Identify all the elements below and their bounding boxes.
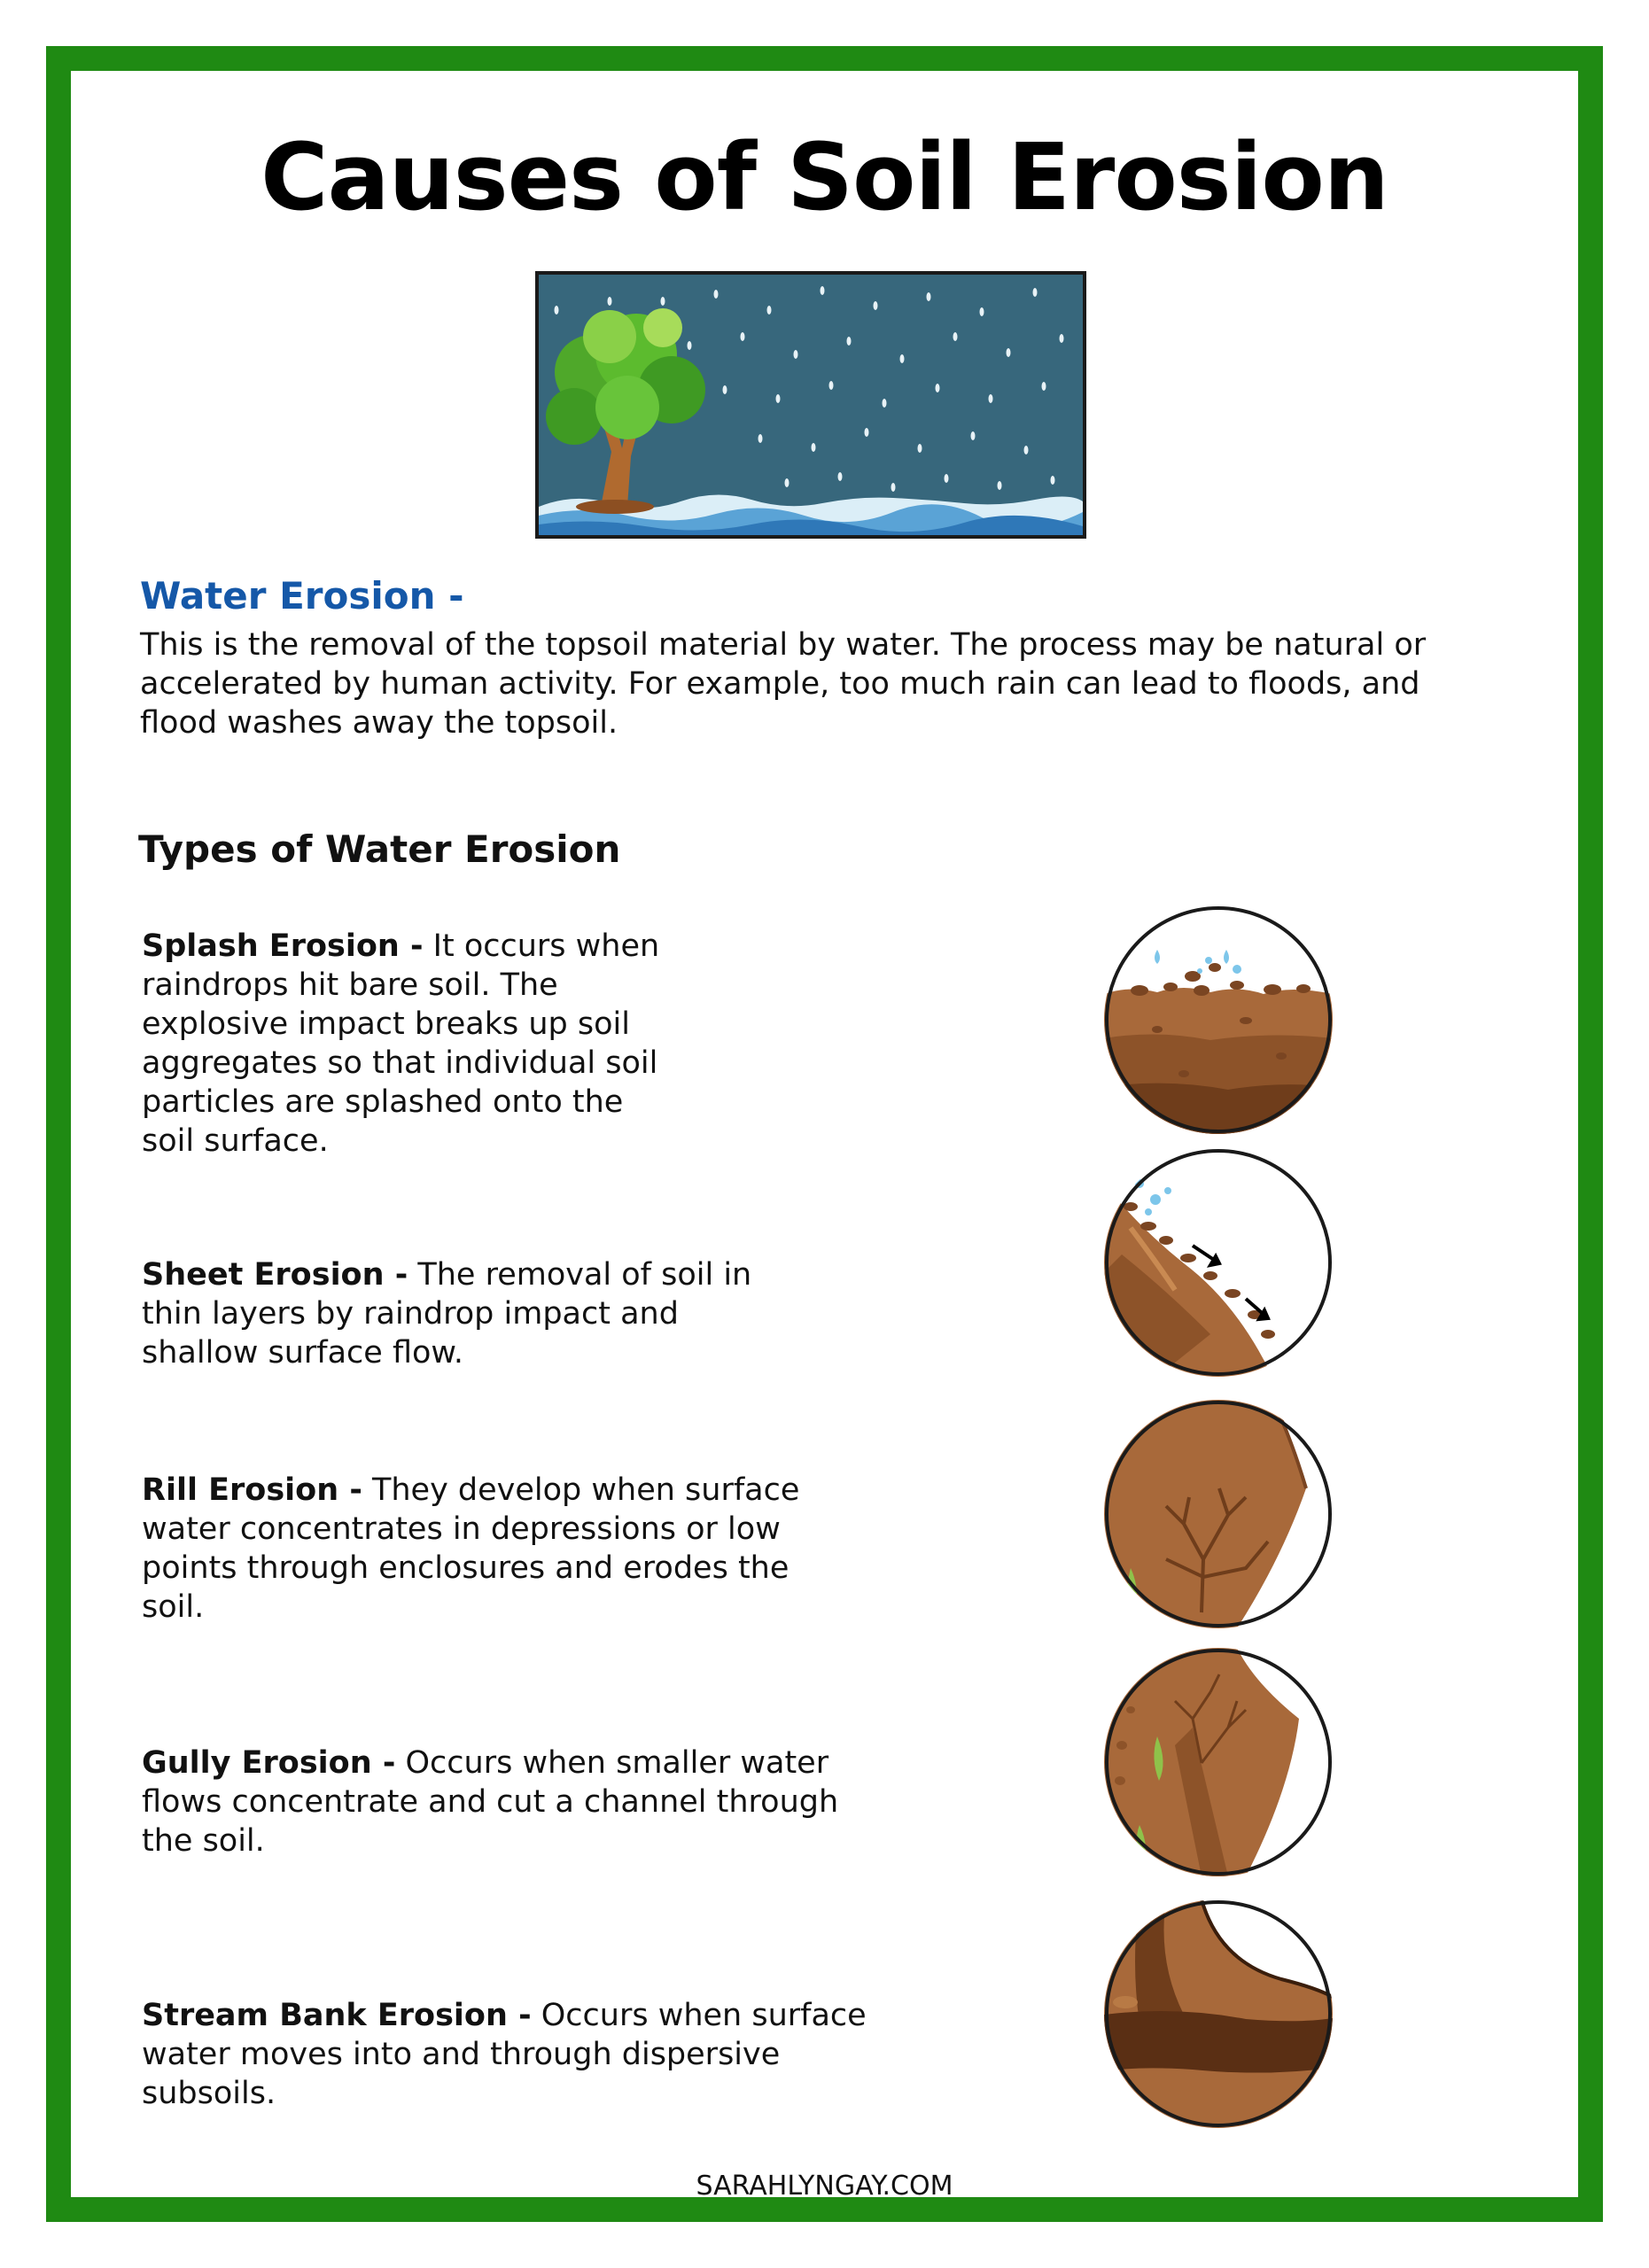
stream-bank-erosion-illustration [1104, 1899, 1333, 2128]
rill-erosion-text [142, 1471, 815, 1627]
footer-website: SARAHLYNGAY.COM [696, 2171, 953, 2202]
gully-erosion-name: Gully Erosion - [142, 1745, 396, 1781]
gully-erosion-illustration [1104, 1648, 1333, 1876]
sheet-erosion-illustration [1104, 1148, 1333, 1377]
water-erosion-heading: Water Erosion - [140, 574, 464, 617]
splash-erosion-name: Splash Erosion - [142, 928, 424, 964]
sheet-erosion-text [142, 1255, 762, 1372]
water-erosion-description: This is the removal of the topsoil material by water. The process may be natural or accelerated by human activity. For example, too much rain can lead to floods, and flood washes away the topsoil. [140, 627, 1427, 741]
rill-erosion-name: Rill Erosion - [142, 1472, 362, 1508]
splash-erosion-illustration [1104, 905, 1333, 1134]
stream-bank-erosion-text [142, 1996, 868, 2113]
stream-bank-erosion-name: Stream Bank Erosion - [142, 1998, 532, 2033]
gully-erosion-text [142, 1744, 886, 1860]
rain-scene-graphic [539, 275, 1083, 535]
sheet-erosion-name: Sheet Erosion - [142, 1257, 408, 1293]
stream-bank-erosion-description: Occurs when surface water moves into and through dispersive subsoils. [142, 1998, 867, 2111]
rill-erosion-description: They develop when surface water concentrates in depressions or low points through enclosures and erodes the soil. [142, 1472, 800, 1625]
page-title: Causes of Soil Erosion [261, 123, 1388, 231]
splash-erosion-text [142, 927, 673, 1161]
gully-erosion-description: Occurs when smaller water flows concentrate and cut a channel through the soil. [142, 1745, 839, 1859]
splash-erosion-description: It occurs when raindrops hit bare soil. The explosive impact breaks up soil aggregates so that individual soil particles are splashed onto the soil surface. [142, 928, 660, 1159]
rain-illustration [535, 271, 1086, 539]
sheet-erosion-description: The removal of soil in thin layers by raindrop impact and shallow surface flow. [142, 1257, 752, 1371]
types-heading: Types of Water Erosion [138, 827, 621, 871]
rill-erosion-illustration [1104, 1400, 1333, 1628]
